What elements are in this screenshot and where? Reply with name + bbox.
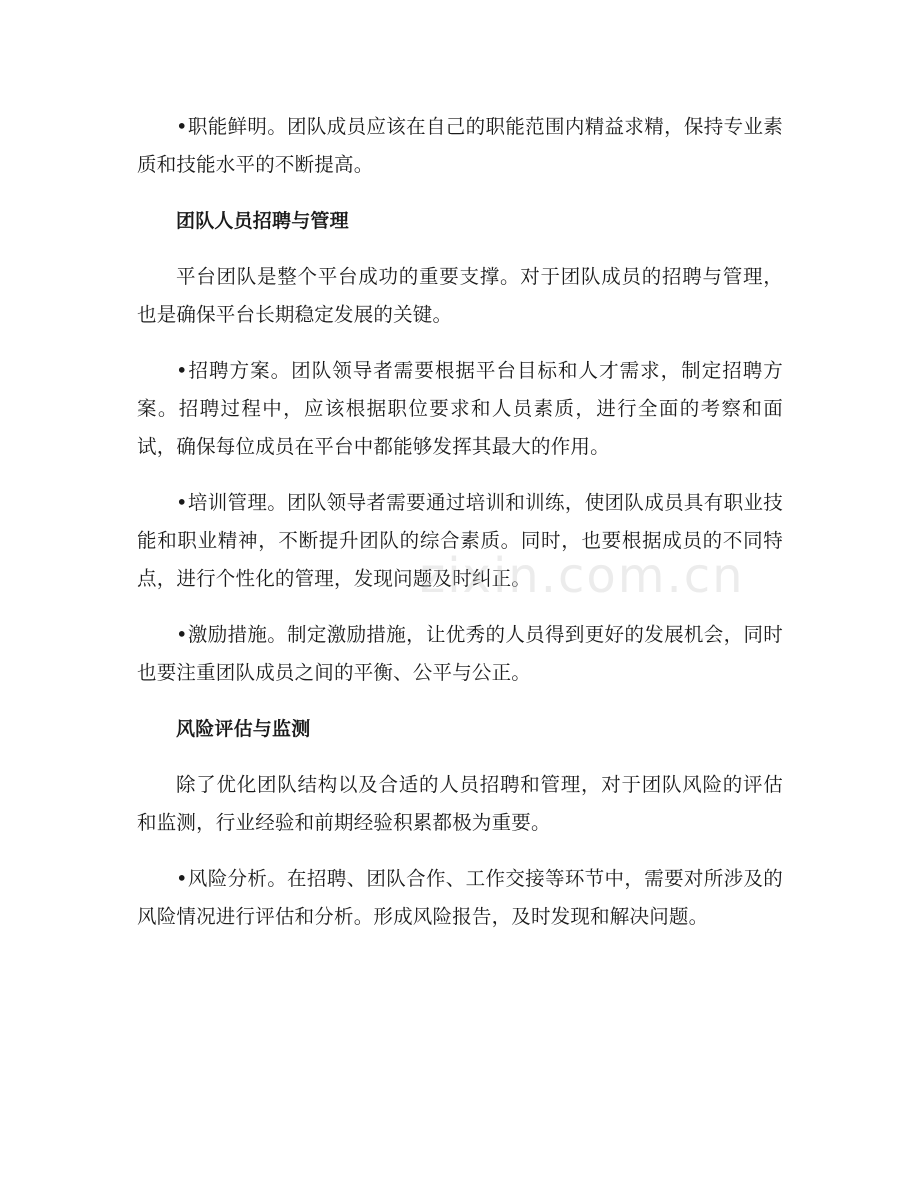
section-heading-risk: 风险评估与监测	[176, 718, 311, 740]
watermark-text: zixin.com.cn	[420, 548, 745, 604]
bullet-paragraph-incentives: •激励措施。制定激励措施，让优秀的人员得到更好的发展机会，同时也要注重团队成员之间的平衡、公平与公正。	[137, 623, 783, 684]
paragraph-risk-intro: 除了优化团队结构以及合适的人员招聘和管理，对于团队风险的评估和监测，行业经验和前期经验积累都极为重要。	[137, 773, 783, 834]
paragraph-recruitment-intro: 平台团队是整个平台成功的重要支撑。对于团队成员的招聘与管理，也是确保平台长期稳定发展的关键。	[137, 265, 783, 326]
document-body	[137, 108, 783, 954]
bullet-paragraph-functions: •职能鲜明。团队成员应该在自己的职能范围内精益求精，保持专业素质和技能水平的不断提高。	[137, 115, 783, 176]
bullet-paragraph-recruitment-plan: •招聘方案。团队领导者需要根据平台目标和人才需求，制定招聘方案。招聘过程中，应该根据职位要求和人员素质，进行全面的考察和面试，确保每位成员在平台中都能够发挥其最大的作用。	[137, 359, 783, 458]
bullet-paragraph-training: •培训管理。团队领导者需要通过培训和训练，使团队成员具有职业技能和职业精神，不断提升团队的综合素质。同时，也要根据成员的不同特点，进行个性化的管理，发现问题及时纠正。	[137, 491, 783, 590]
bullet-paragraph-risk-analysis: •风险分析。在招聘、团队合作、工作交接等环节中，需要对所涉及的风险情况进行评估和分析。形成风险报告，及时发现和解决问题。	[137, 867, 783, 928]
section-heading-recruitment: 团队人员招聘与管理	[176, 210, 349, 232]
